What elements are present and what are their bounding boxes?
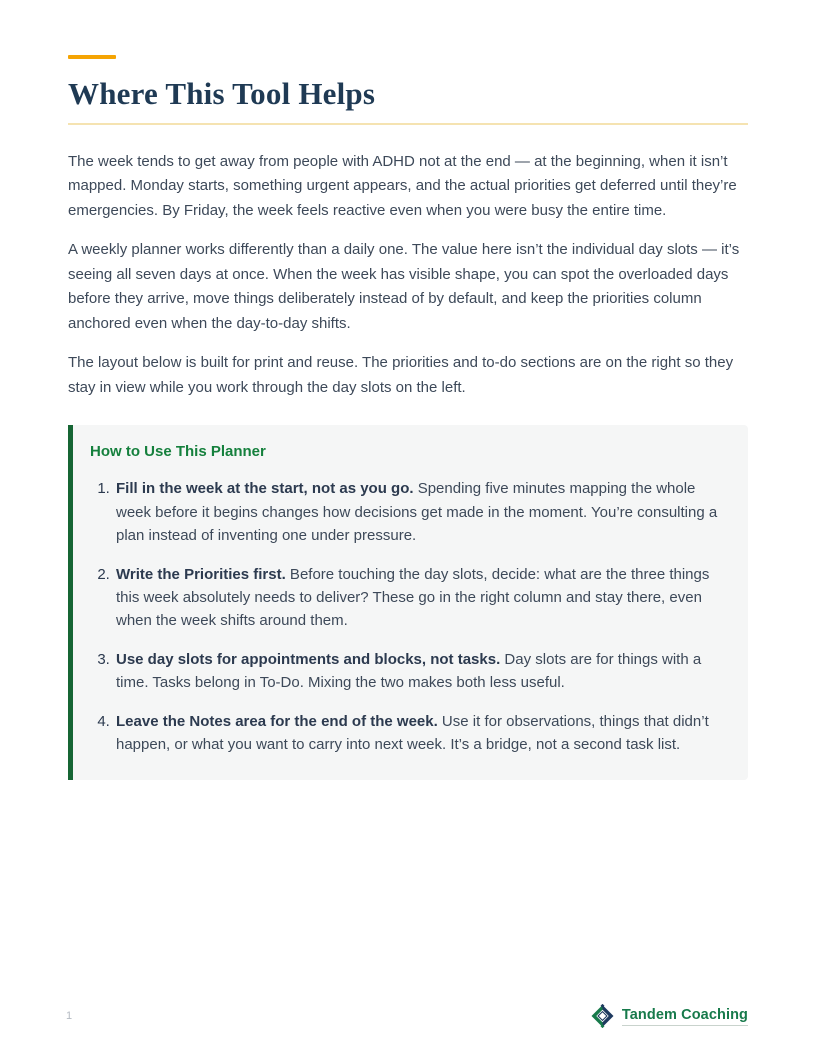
brand-name: Tandem Coaching	[622, 1007, 748, 1026]
page-number: 1	[66, 1010, 73, 1022]
page-title: Where This Tool Helps	[68, 76, 376, 111]
list-item-text: Before touching the day slots, decide: what are the three things this week absolutely needs to deliver? These go in the right column and stay there, even when the week shifts around them.	[116, 565, 710, 630]
callout-heading: How to Use This Planner	[90, 443, 266, 461]
list-item-text: Day slots are for things with a time. Tasks belong in To-Do. Mixing the two makes both less useful.	[116, 650, 702, 692]
callout-numbered-list	[90, 477, 722, 756]
list-item	[114, 648, 722, 695]
list-item-text: Spending five minutes mapping the whole week before it begins changes how decisions get made in the moment. You’re consulting a plan instead of inventing one under pressure.	[116, 480, 718, 545]
list-item-lead: Fill in the week at the start, not as you go.	[116, 480, 414, 498]
tandem-diamond-icon	[590, 1004, 615, 1028]
title-divider	[68, 123, 748, 125]
list-item	[114, 710, 722, 757]
list-item-lead: Leave the Notes area for the end of the week.	[116, 712, 438, 730]
intro-section	[68, 150, 748, 401]
intro-paragraph-2: A weekly planner works differently than a daily one. The value here isn’t the individual day slots — it’s seeing all seven days at once. When the week has visible shape, you can spot the overloaded days before they arrive, move things deliberately instead of by default, and keep the priorities column anchored even when the day-to-day shifts.	[68, 240, 740, 333]
list-item-lead: Write the Priorities first.	[116, 565, 286, 583]
brand-logo-link[interactable]	[590, 1004, 748, 1028]
intro-paragraph-1: The week tends to get away from people with ADHD not at the end — at the beginning, when it isn’t mapped. Monday starts, something urgent appears, and the actual priorities get deferred until they’re emergencies. By Friday, the week feels reactive even when you were busy the entire time.	[68, 152, 737, 220]
list-item	[114, 477, 722, 547]
intro-paragraph-3: The layout below is built for print and reuse. The priorities and to-do sections are on the right so they stay in view while you work through the day slots on the left.	[68, 353, 734, 396]
list-item-lead: Use day slots for appointments and blocks, not tasks.	[116, 650, 501, 668]
accent-bar	[68, 55, 116, 59]
how-to-use-callout	[68, 425, 748, 780]
page-footer	[66, 1004, 748, 1028]
list-item-text: Use it for observations, things that didn’t happen, or what you want to carry into next week. It’s a bridge, not a second task list.	[116, 712, 709, 753]
list-item	[114, 563, 722, 633]
